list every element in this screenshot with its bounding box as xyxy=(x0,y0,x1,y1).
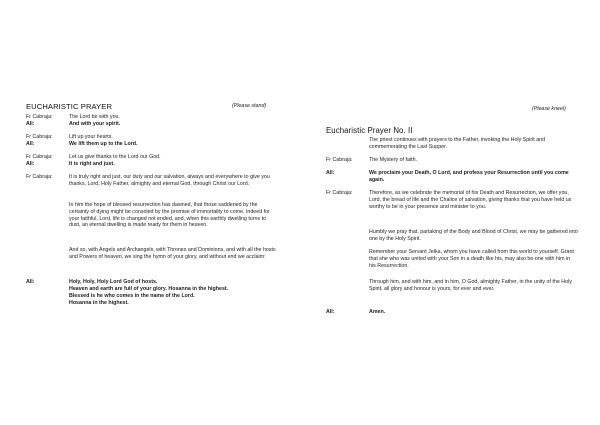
section-title-eucharistic-prayer-ii: Eucharistic Prayer No. II xyxy=(326,126,413,135)
dialogue-text: The Lord be with you. xyxy=(69,114,120,120)
rubric-paragraph: The priest continues with prayers to the Father, invoking the Holy Spirit and commemorating the Last Supper. xyxy=(369,137,546,150)
dialogue-text: The Mystery of faith. xyxy=(369,157,417,163)
preface-paragraph: It is truly right and just, our duty and our salvation, always and everywhere to give you thanks, Lord, Holy Father, almighty and eternal God, through Christ our Lord. xyxy=(69,174,270,187)
preface-paragraph: In him the hope of blessed resurrection has dawned, that those saddened by the certainty of dying might be consoled by the promise of immortality to come. Indeed for your faithful, Lord, life is changed not ended, and, when this earthly dwelling turns to dust, an eternal dwelling is made ready for them in heaven. xyxy=(69,202,270,229)
preface-paragraph: And so, with Angels and Archangels, with Thrones and Dominions, and with all the hosts and Powers of heaven, we sing the hymn of your glory, and without end we acclaim: xyxy=(69,247,276,260)
doxology-paragraph: Through him, and with him, and in him, O God, almighty Father, in the unity of the Holy Spirit, all glory and honour is yours, for ever and ever. xyxy=(369,279,572,292)
speaker-label: Fr Cabraja: xyxy=(26,114,53,120)
speaker-label: All: xyxy=(26,121,35,127)
speaker-label: All: xyxy=(26,141,35,147)
sanctus-line: Holy, Holy, Holy Lord God of hosts. xyxy=(69,279,158,285)
sanctus-line: Hosanna in the highest. xyxy=(69,300,129,306)
speaker-label: Fr Cabraja: xyxy=(26,154,53,160)
acclamation-text: We proclaim your Death, O Lord, and profess your Resurrection until you come again. xyxy=(369,170,569,183)
speaker-label: All: xyxy=(26,161,35,167)
dialogue-text: Let us give thanks to the Lord our God. xyxy=(69,154,161,160)
instruction-please-kneel: (Please kneel) xyxy=(532,106,566,112)
dialogue-text: We lift them up to the Lord. xyxy=(69,141,138,147)
sanctus-line: Heaven and earth are full of your glory. Hosanna in the highest. xyxy=(69,286,229,292)
instruction-please-stand: (Please stand) xyxy=(232,103,267,109)
speaker-label: Fr Cabraja: xyxy=(26,174,53,180)
speaker-label: Fr Cabraja: xyxy=(26,134,53,140)
sanctus-line: Blessed is he who comes in the name of the Lord. xyxy=(69,293,195,299)
prayer-paragraph: Humbly we pray that, partaking of the Body and Blood of Christ, we may be gathered into one by the Holy Spirit. xyxy=(369,229,578,242)
prayer-paragraph: Remember your Servant Jelka, whom you have called from this world to yourself. Grant that she who was united with your Son in a death like his, may also be one with him in his Resurrection. xyxy=(369,249,574,269)
speaker-label: All: xyxy=(326,170,335,176)
speaker-label: Fr Cabraja: xyxy=(326,190,353,196)
speaker-label: Fr Cabraja: xyxy=(326,157,353,163)
section-title-eucharistic-prayer: EUCHARISTIC PRAYER xyxy=(26,102,113,111)
prayer-paragraph: Therefore, as we celebrate the memorial of his Death and Resurrection, we offer you, Lord, the bread of life and the Chalice of salvation, giving thanks that you have held us worthy to be in your presence and minister to you. xyxy=(369,190,572,210)
amen-text: Amen. xyxy=(369,309,386,315)
dialogue-text: Lift up your hearts. xyxy=(69,134,113,140)
speaker-label: All: xyxy=(326,309,335,315)
speaker-label: All: xyxy=(26,279,35,285)
dialogue-text: It is right and just. xyxy=(69,161,115,167)
dialogue-text: And with your spirit. xyxy=(69,121,121,127)
